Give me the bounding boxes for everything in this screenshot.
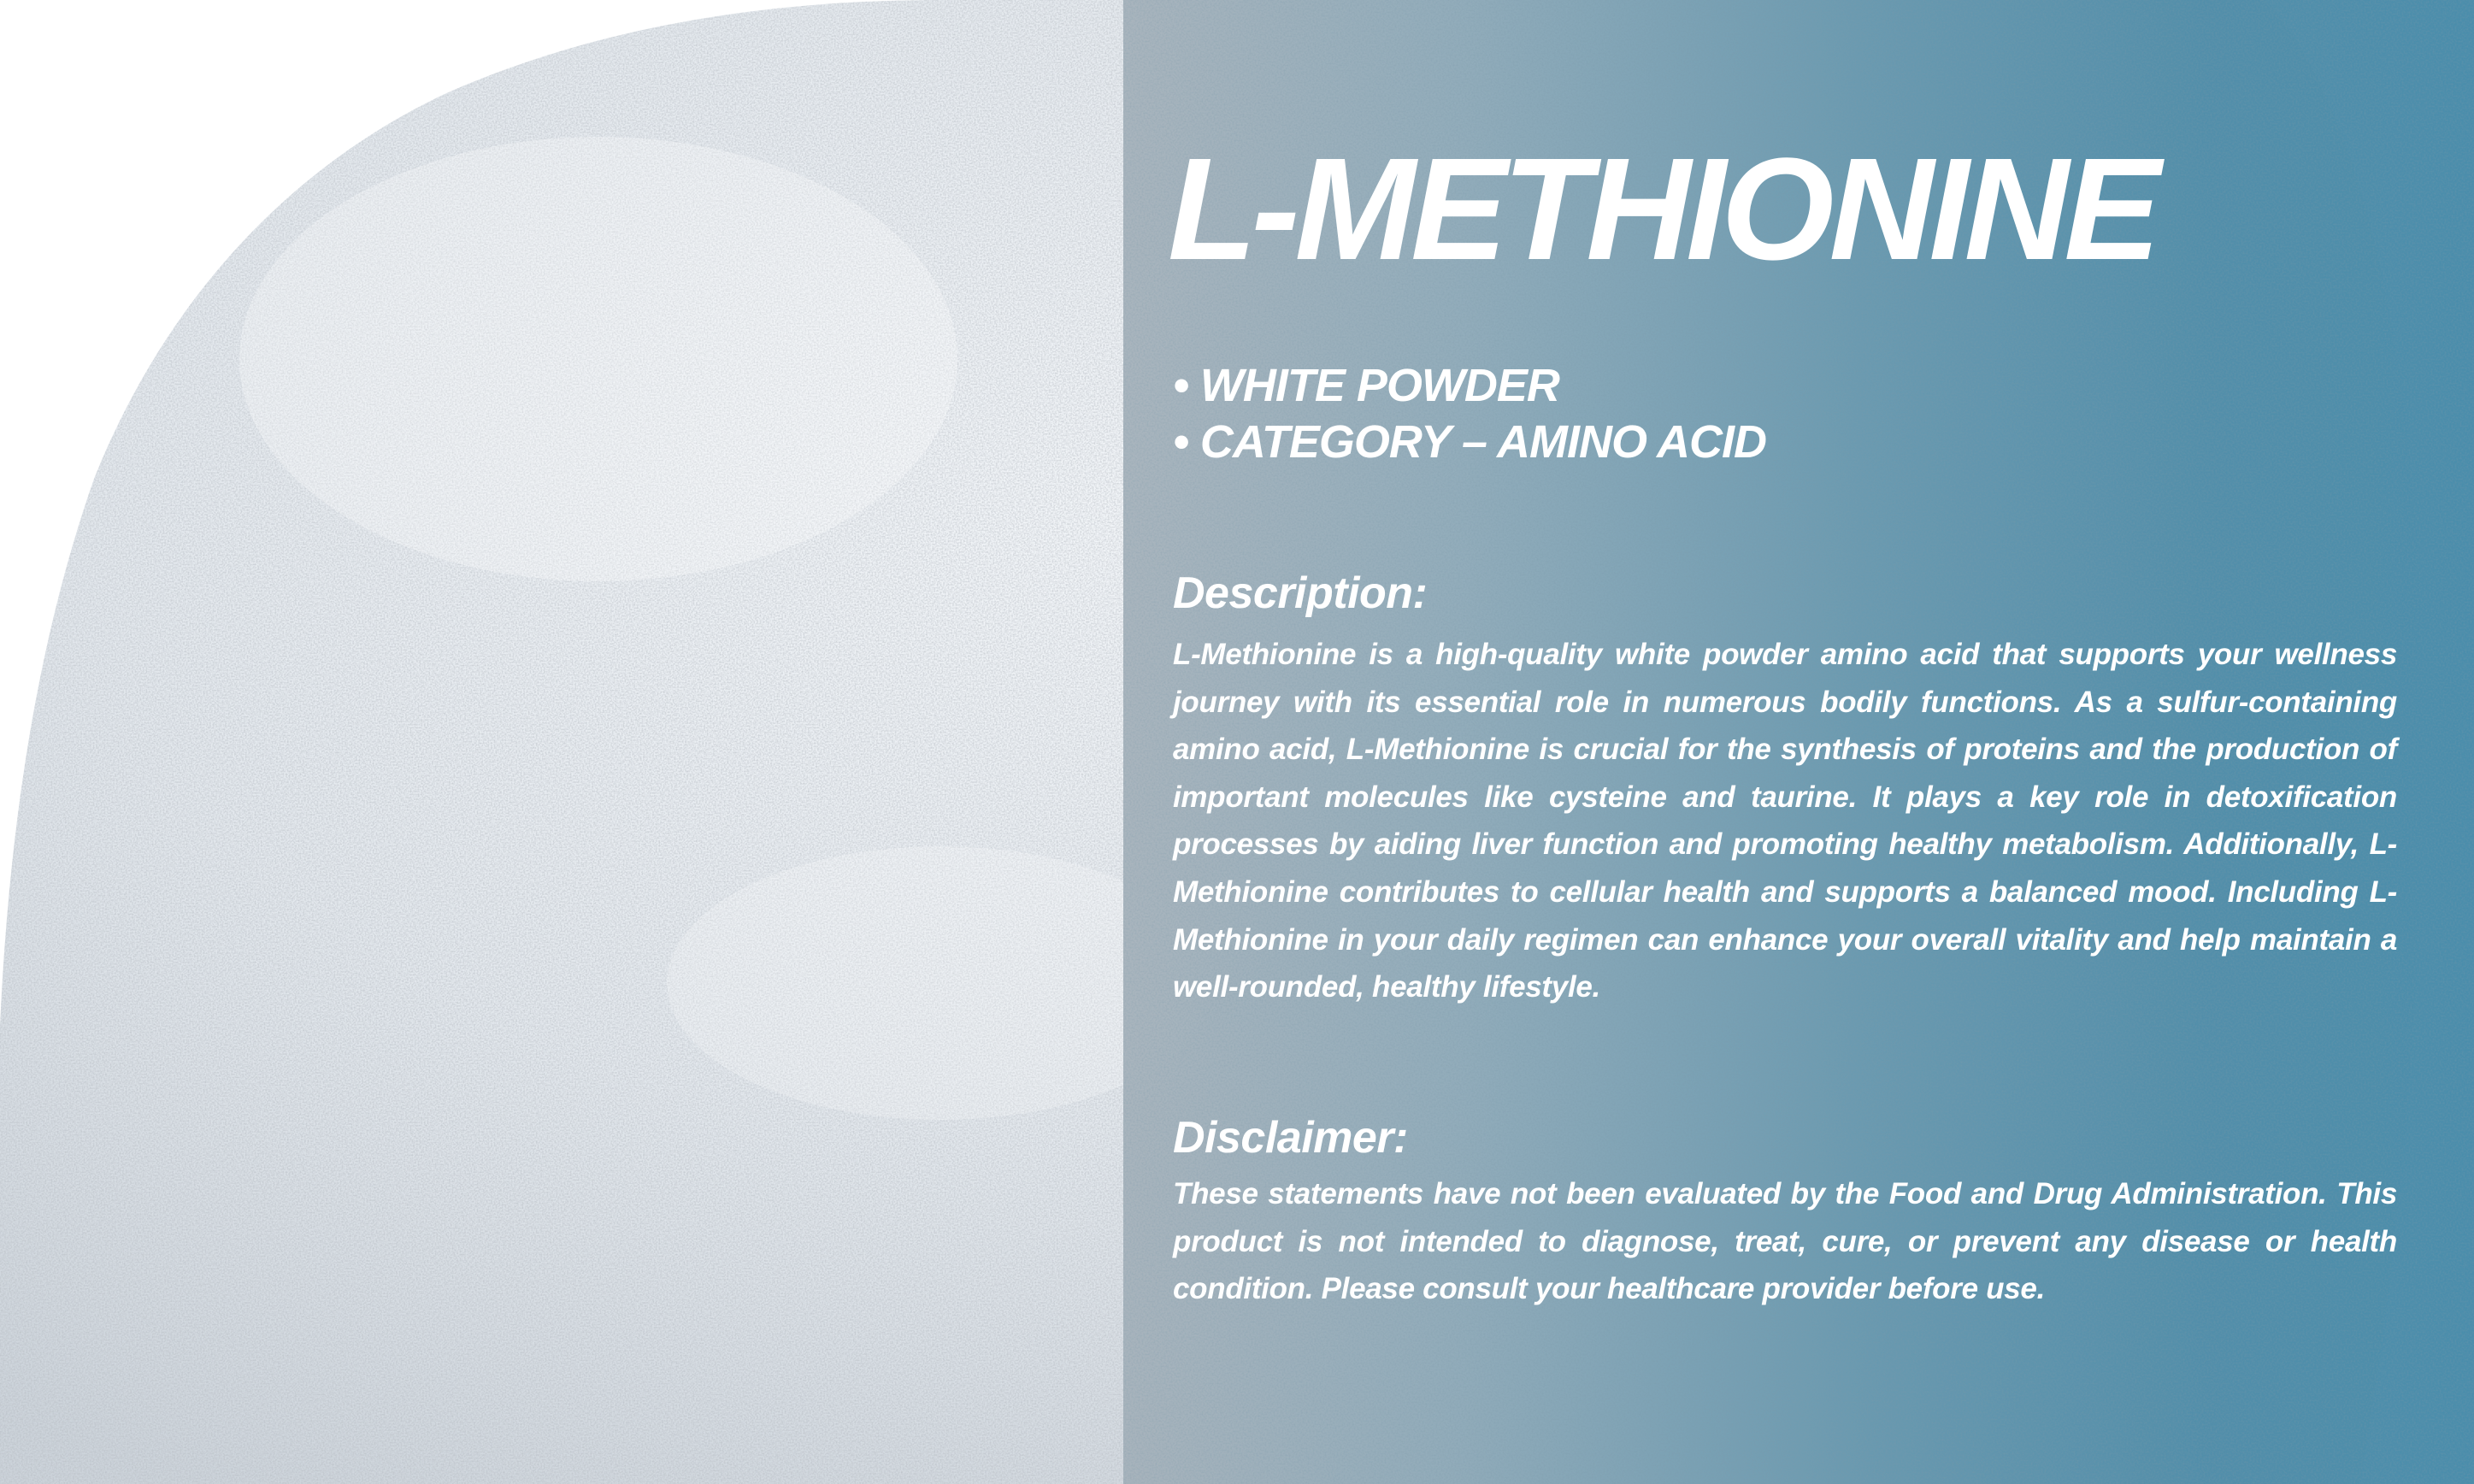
disclaimer-text: These statements have not been evaluated by the Food and Drug Administration. This product is not intended to diagnose, treat, cure, or prevent any disease or health condition. Please consult your healthcare provider before use. bbox=[1173, 1177, 2397, 1306]
description-heading: Description: bbox=[1173, 568, 1428, 618]
feature-item: • CATEGORY – AMINO ACID bbox=[1173, 414, 1766, 470]
feature-item: • WHITE POWDER bbox=[1173, 357, 1766, 414]
feature-list bbox=[1173, 357, 1766, 470]
product-title: L-METHIONINE bbox=[1168, 128, 2156, 291]
description-text: L-Methionine is a high-quality white powder amino acid that supports your wellness journey with its essential role in numerous bodily functions. As a sulfur-containing amino acid, L-Methionine is crucial for the synthesis of proteins and the production of important molecules like cysteine and taurine. It plays a key role in detoxification processes by aiding liver function and promoting healthy metabolism. Additionally, L-Methionine contributes to cellular health and supports a balanced mood. Including L-Methionine in your daily regimen can enhance your overall vitality and help maintain a well-rounded, healthy lifestyle. bbox=[1173, 638, 2397, 1004]
disclaimer-heading: Disclaimer: bbox=[1173, 1113, 1408, 1163]
